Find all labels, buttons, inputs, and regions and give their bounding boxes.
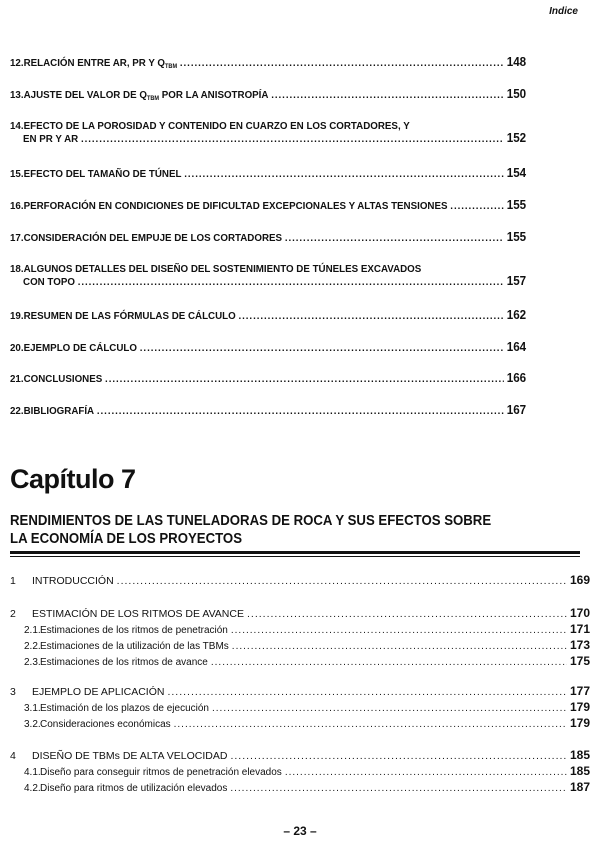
entry-number: 4 bbox=[10, 750, 16, 762]
chapter-title bbox=[10, 512, 582, 548]
entry-title: RELACIÓN ENTRE AR, PR Y Q bbox=[23, 57, 166, 69]
toc-entry[interactable] bbox=[10, 685, 590, 698]
toc-entry[interactable] bbox=[10, 88, 526, 105]
entry-title-line2: CON TOPO bbox=[23, 276, 75, 288]
leader-dots bbox=[285, 767, 567, 779]
entry-title: Diseño para conseguir ritmos de penetración elevados bbox=[40, 767, 282, 778]
entry-number: 2.1. bbox=[24, 625, 41, 636]
toc-subentry[interactable] bbox=[10, 639, 590, 653]
leader-dots bbox=[174, 719, 567, 731]
toc-entry[interactable] bbox=[10, 372, 526, 385]
toc-entry[interactable] bbox=[10, 231, 526, 244]
entry-title: ALGUNOS DETALLES DEL DISEÑO DEL SOSTENIMIENTO DE TÚNELES EXCAVADOS bbox=[23, 263, 422, 275]
entry-title: Estimaciones de la utilización de las TBMs bbox=[40, 641, 229, 652]
entry-subscript: TBM bbox=[146, 96, 160, 102]
entry-page: 157 bbox=[506, 274, 527, 288]
toc-subentry[interactable] bbox=[10, 765, 590, 779]
page-number: – 23 – bbox=[283, 824, 317, 838]
entry-page: 177 bbox=[569, 684, 590, 698]
entry-number: 17. bbox=[10, 232, 24, 244]
entry-subscript: TBM bbox=[165, 64, 178, 70]
entry-page: 185 bbox=[569, 764, 590, 778]
toc-entry[interactable] bbox=[10, 574, 590, 587]
toc-subentry[interactable] bbox=[10, 623, 590, 637]
toc-entry[interactable] bbox=[10, 404, 526, 417]
entry-page: 150 bbox=[506, 87, 527, 101]
toc-entry[interactable] bbox=[10, 120, 526, 145]
entry-number: 3 bbox=[10, 686, 16, 698]
entry-number: 13. bbox=[10, 89, 24, 101]
leader-dots bbox=[450, 200, 504, 212]
entry-page: 164 bbox=[506, 340, 527, 354]
leader-dots bbox=[211, 657, 567, 669]
entry-number: 2.2. bbox=[24, 641, 41, 652]
entry-title: EJEMPLO DE APLICACIÓN bbox=[32, 686, 165, 698]
entry-page: 167 bbox=[506, 403, 527, 417]
chapter-rule-thin bbox=[10, 556, 580, 557]
entry-page: 173 bbox=[569, 638, 590, 652]
entry-page: 169 bbox=[569, 573, 590, 587]
entry-number: 4.1. bbox=[24, 767, 41, 778]
entry-title: PERFORACIÓN EN CONDICIONES DE DIFICULTAD EXCEPCIONALES Y ALTAS TENSIONES bbox=[23, 200, 448, 212]
entry-page: 148 bbox=[506, 55, 527, 69]
leader-dots bbox=[285, 232, 504, 244]
entry-number: 14. bbox=[10, 120, 24, 132]
entry-number: 18. bbox=[10, 263, 24, 275]
chapter-heading: Capítulo 7 bbox=[10, 464, 136, 494]
entry-page: 179 bbox=[569, 716, 590, 730]
entry-page: 162 bbox=[506, 308, 527, 322]
entry-title: Consideraciones económicas bbox=[40, 719, 171, 730]
leader-dots bbox=[247, 608, 567, 620]
leader-dots bbox=[271, 89, 504, 101]
entry-title-line2: EN PR Y AR bbox=[23, 133, 79, 145]
entry-number: 2.3. bbox=[24, 657, 41, 668]
entry-page: 155 bbox=[506, 198, 527, 212]
leader-dots bbox=[230, 750, 567, 762]
entry-number: 2 bbox=[10, 608, 16, 620]
entry-number: 4.2. bbox=[24, 783, 41, 794]
toc-entry[interactable] bbox=[10, 199, 526, 212]
entry-title: ESTIMACIÓN DE LOS RITMOS DE AVANCE bbox=[32, 608, 244, 620]
entry-page: 185 bbox=[569, 748, 590, 762]
leader-dots bbox=[97, 405, 504, 417]
toc-entry[interactable] bbox=[10, 309, 526, 322]
leader-dots bbox=[78, 276, 504, 288]
entry-number: 16. bbox=[10, 200, 24, 212]
entry-number: 15. bbox=[10, 168, 24, 180]
leader-dots bbox=[232, 641, 567, 653]
entry-title: CONCLUSIONES bbox=[23, 373, 103, 385]
entry-title: RESUMEN DE LAS FÓRMULAS DE CÁLCULO bbox=[23, 310, 236, 322]
entry-page: 170 bbox=[569, 606, 590, 620]
toc-entry[interactable] bbox=[10, 263, 526, 288]
entry-page: 166 bbox=[506, 371, 527, 385]
entry-page: 179 bbox=[569, 700, 590, 714]
entry-title: EFECTO DEL TAMAÑO DE TÚNEL bbox=[23, 168, 182, 180]
entry-page: 155 bbox=[506, 230, 527, 244]
entry-title: DISEÑO DE TBMs DE ALTA VELOCIDAD bbox=[32, 750, 228, 762]
entry-title: CONSIDERACIÓN DEL EMPUJE DE LOS CORTADORES bbox=[23, 232, 283, 244]
leader-dots bbox=[184, 168, 504, 180]
entry-title-cont: POR LA ANISOTROPÍA bbox=[159, 89, 269, 101]
leader-dots bbox=[212, 703, 567, 715]
toc-subentry[interactable] bbox=[10, 701, 590, 715]
entry-page: 154 bbox=[506, 166, 527, 180]
entry-page: 175 bbox=[569, 654, 590, 668]
entry-title: EJEMPLO DE CÁLCULO bbox=[23, 342, 137, 354]
toc-entry[interactable] bbox=[10, 607, 590, 620]
toc-entry[interactable] bbox=[10, 56, 526, 73]
entry-title: AJUSTE DEL VALOR DE Q bbox=[23, 89, 147, 101]
leader-dots bbox=[230, 783, 567, 795]
toc-entry[interactable] bbox=[10, 749, 590, 762]
entry-number: 1 bbox=[10, 575, 16, 587]
leader-dots bbox=[117, 575, 567, 587]
entry-number: 12. bbox=[10, 57, 24, 69]
entry-number: 21. bbox=[10, 373, 24, 385]
leader-dots bbox=[231, 625, 567, 637]
leader-dots bbox=[167, 686, 567, 698]
entry-page: 152 bbox=[506, 131, 527, 145]
chapter-title-line1: RENDIMIENTOS DE LAS TUNELADORAS DE ROCA Y SUS EFECTOS SOBRE bbox=[10, 512, 492, 529]
toc-subentry[interactable] bbox=[10, 655, 590, 669]
entry-number: 3.1. bbox=[24, 703, 41, 714]
entry-page: 187 bbox=[569, 780, 590, 794]
entry-page: 171 bbox=[569, 622, 590, 636]
entry-number: 22. bbox=[10, 405, 24, 417]
running-header: Indice bbox=[549, 6, 578, 17]
entry-number: 3.2. bbox=[24, 719, 41, 730]
toc-subentry[interactable] bbox=[10, 781, 590, 795]
leader-dots bbox=[105, 373, 504, 385]
leader-dots bbox=[239, 310, 504, 322]
leader-dots bbox=[140, 342, 504, 354]
entry-title: Estimación de los plazos de ejecución bbox=[40, 703, 209, 714]
chapter-title-line2: LA ECONOMÍA DE LOS PROYECTOS bbox=[10, 530, 243, 547]
entry-title: Estimaciones de los ritmos de avance bbox=[40, 657, 208, 668]
entry-title: BIBLIOGRAFÍA bbox=[23, 405, 95, 417]
entry-title: Estimaciones de los ritmos de penetración bbox=[40, 625, 228, 636]
entry-title: INTRODUCCIÓN bbox=[32, 575, 114, 587]
entry-title: EFECTO DE LA POROSIDAD Y CONTENIDO EN CUARZO EN LOS CORTADORES, Y bbox=[23, 120, 410, 132]
entry-number: 19. bbox=[10, 310, 24, 322]
toc-entry[interactable] bbox=[10, 341, 526, 354]
toc-subentry[interactable] bbox=[10, 717, 590, 731]
leader-dots bbox=[81, 133, 504, 145]
leader-dots bbox=[180, 57, 504, 69]
entry-number: 20. bbox=[10, 342, 24, 354]
toc-entry[interactable] bbox=[10, 167, 526, 180]
entry-title: Diseño para ritmos de utilización elevados bbox=[40, 783, 228, 794]
chapter-rule bbox=[10, 551, 580, 554]
